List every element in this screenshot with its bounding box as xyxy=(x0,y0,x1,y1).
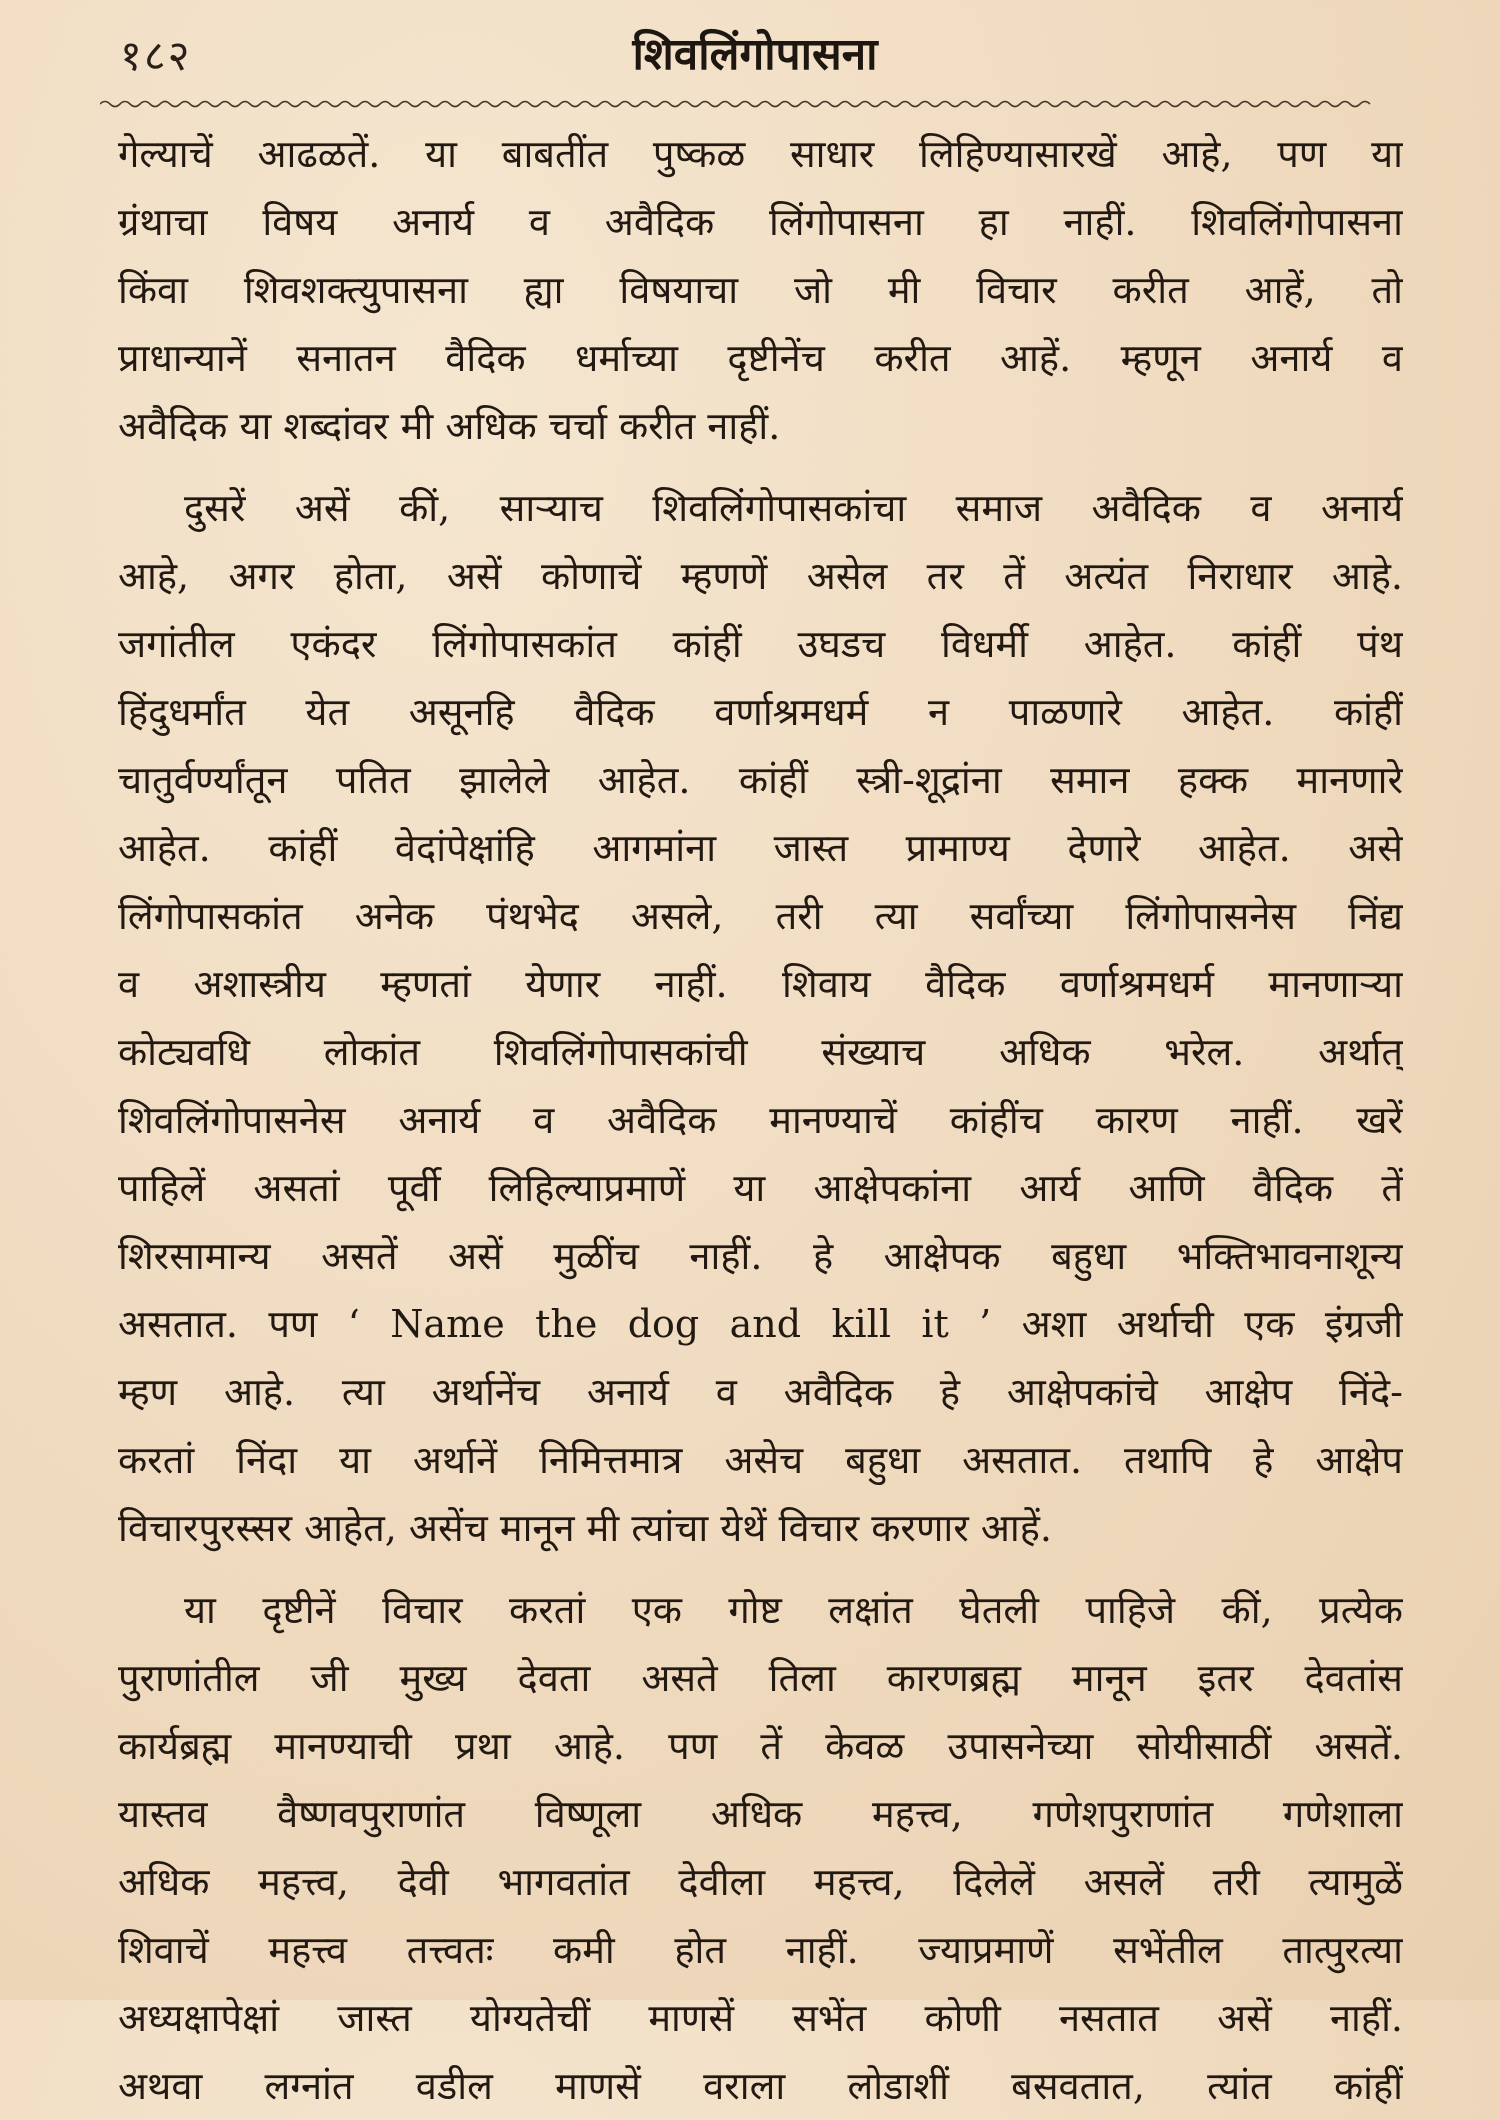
text-line: शिवाचें महत्त्व तत्त्वतः कमी होत नाहीं. ज्याप्रमाणें सभेंतील तात्पुरत्या xyxy=(118,1928,1403,1972)
text-line: अथवा लग्नांत वडील माणसें वराला लोडाशीं बसवतात, त्यांत कांहीं xyxy=(118,2064,1403,2108)
text-line: अध्यक्षापेक्षां जास्त योग्यतेचीं माणसें सभेंत कोणी नसतात असें नाहीं. xyxy=(118,1996,1403,2040)
text-line: जगांतील एकंदर लिंगोपासकांत कांहीं उघडच विधर्मी आहेत. कांहीं पंथ xyxy=(118,622,1403,666)
text-line: प्राधान्यानें सनातन वैदिक धर्माच्या दृष्टीनेंच करीत आहें. म्हणून अनार्य व xyxy=(118,336,1403,380)
text-line: कार्यब्रह्म मानण्याची प्रथा आहे. पण तें केवळ उपासनेच्या सोयीसाठीं असतें. xyxy=(118,1724,1403,1768)
text-line: हिंदुधर्मांत येत असूनहि वैदिक वर्णाश्रमधर्म न पाळणारे आहेत. कांहीं xyxy=(118,690,1403,734)
text-line: अधिक महत्त्व, देवी भागवतांत देवीला महत्त्व, दिलेलें असलें तरी त्यामुळें xyxy=(118,1860,1403,1904)
paragraph-1 xyxy=(118,120,1403,460)
paragraph-2 xyxy=(118,474,1403,1562)
text-line: गेल्याचें आढळतें. या बाबतींत पुष्कळ साधार लिहिण्यासारखें आहे, पण या xyxy=(118,132,1403,176)
paragraph-3 xyxy=(118,1576,1403,2120)
wavy-rule-line xyxy=(100,102,1370,107)
text-line: करतां निंदा या अर्थानें निमित्तमात्र असेच बहुधा असतात. तथापि हे आक्षेप xyxy=(118,1438,1403,1482)
text-line: ग्रंथाचा विषय अनार्य व अवैदिक लिंगोपासना हा नाहीं. शिवलिंगोपासना xyxy=(118,200,1403,244)
text-line: पुराणांतील जी मुख्य देवता असते तिला कारणब्रह्म मानून इतर देवतांस xyxy=(118,1656,1403,1700)
text-line: असतात. पण ‘ Name the dog and kill it ’ अशा अर्थाची एक इंग्रजी xyxy=(118,1302,1403,1346)
text-line: किंवा शिवशक्त्युपासना ह्या विषयाचा जो मी विचार करीत आहें, तो xyxy=(118,268,1403,312)
text-line: आहेत. कांहीं वेदांपेक्षांहि आगमांना जास्त प्रामाण्य देणारे आहेत. असे xyxy=(118,826,1403,870)
wavy-rule xyxy=(100,96,1372,112)
text-line: दुसरें असें कीं, साऱ्याच शिवलिंगोपासकांचा समाज अवैदिक व अनार्य xyxy=(184,486,1403,530)
text-line: म्हण आहे. त्या अर्थानेंच अनार्य व अवैदिक हे आक्षेपकांचे आक्षेप निंदे- xyxy=(118,1370,1403,1414)
text-line: आहे, अगर होता, असें कोणाचें म्हणणें असेल तर तें अत्यंत निराधार आहे. xyxy=(118,554,1403,598)
body-text xyxy=(118,120,1403,2120)
running-title: शिवलिंगोपासना xyxy=(632,29,878,80)
paragraph-gap xyxy=(118,460,1403,474)
text-line: या दृष्टीनें विचार करतां एक गोष्ट लक्षांत घेतली पाहिजे कीं, प्रत्येक xyxy=(184,1588,1403,1632)
text-line: यास्तव वैष्णवपुराणांत विष्णूला अधिक महत्त्व, गणेशपुराणांत गणेशाला xyxy=(118,1792,1403,1836)
text-line: शिवलिंगोपासनेस अनार्य व अवैदिक मानण्याचें कांहींच कारण नाहीं. खरें xyxy=(118,1098,1403,1142)
text-line: अवैदिक या शब्दांवर मी अधिक चर्चा करीत नाहीं. xyxy=(118,404,781,448)
text-line: कोट्यवधि लोकांत शिवलिंगोपासकांची संख्याच अधिक भरेल. अर्थात् xyxy=(118,1030,1403,1074)
text-line: विचारपुरस्सर आहेत, असेंच मानून मी त्यांचा येथें विचार करणार आहें. xyxy=(118,1506,1052,1550)
text-line: व अशास्त्रीय म्हणतां येणार नाहीं. शिवाय वैदिक वर्णाश्रमधर्म मानणाऱ्या xyxy=(118,962,1403,1006)
text-line: लिंगोपासकांत अनेक पंथभेद असले, तरी त्या सर्वांच्या लिंगोपासनेस निंद्य xyxy=(118,894,1403,938)
paragraph-gap xyxy=(118,1562,1403,1576)
text-line: शिरसामान्य असतें असें मुळींच नाहीं. हे आक्षेपक बहुधा भक्तिभावनाशून्य xyxy=(118,1234,1403,1278)
page-header xyxy=(120,22,1390,92)
page-number: १८२ xyxy=(120,31,192,80)
text-line: चातुर्वर्ण्यांतून पतित झालेले आहेत. कांहीं स्त्री-शूद्रांना समान हक्क मानणारे xyxy=(118,758,1403,802)
text-line: पाहिलें असतां पूर्वी लिहिल्याप्रमाणें या आक्षेपकांना आर्य आणि वैदिक तें xyxy=(118,1166,1403,1210)
